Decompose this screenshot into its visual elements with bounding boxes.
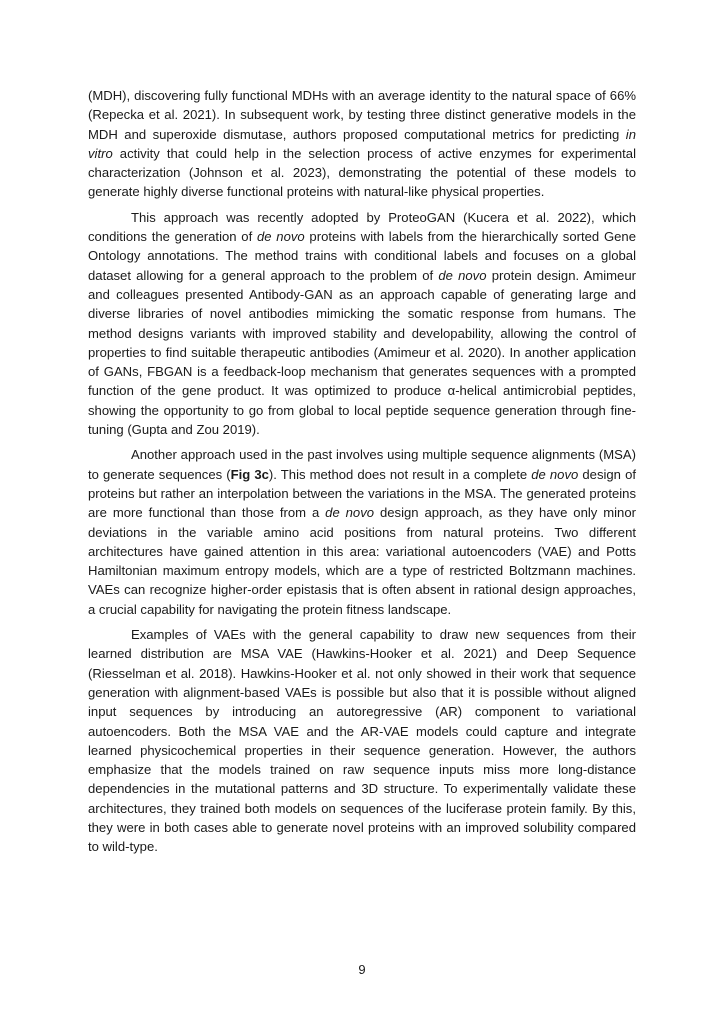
paragraph-3-text-1: Another approach used in the past involves using multiple sequence alignments (MSA) to generate sequences ( — [88, 447, 636, 482]
paragraph-3-text-3: design of proteins but rather an interpolation between the variations in the MSA. The generated proteins are more functional than those from a — [88, 466, 636, 521]
figure-reference-fig-3c: Fig 3c — [230, 466, 269, 482]
paragraph-1-text-2: activity that could help in the selection process of active enzymes for experimental characterization (Johnson et al. 2023), demonstrating the potential of these models to generate highly diverse functional proteins with natural-like physical properties. — [88, 145, 636, 200]
paragraph-3 — [88, 445, 636, 619]
paragraph-2-text-2: proteins with labels from the hierarchically sorted Gene Ontology annotations. The method trains with conditional labels and focuses on a global dataset allowing for a general approach to the problem of — [88, 229, 636, 283]
paragraph-1 — [88, 86, 636, 202]
paragraph-2-italic-de-novo-2: de novo — [438, 267, 487, 283]
paragraph-1-italic-in-vitro: in vitro — [88, 126, 636, 161]
paragraph-4 — [88, 625, 636, 857]
paragraph-2-italic-de-novo-1: de novo — [256, 229, 305, 245]
page-body — [88, 86, 636, 863]
paragraph-2-text-1: This approach was recently adopted by ProteoGAN (Kucera et al. 2022), which conditions the generation of — [88, 209, 636, 245]
paragraph-1-text-1: (MDH), discovering fully functional MDHs with an average identity to the natural space of 66% (Repecka et al. 2021). In subsequent work, by testing three distinct generative models in the MDH and superoxide dismutase, authors proposed computational metrics for predicting — [88, 88, 636, 142]
paragraph-2 — [88, 208, 636, 440]
paragraph-3-text-4: design approach, as they have only minor deviations in the variable amino acid positions from natural proteins. Two different architectures have gained attention in this area: variational autoencoders (VAE) and Potts Hamiltonian maximum entropy models, which are a type of restricted Boltzmann machines. VAEs can recognize higher-order epistasis that is often absent in rational design approaches, a crucial capability for navigating the protein fitness landscape. — [88, 505, 636, 617]
page-number: 9 — [358, 962, 366, 977]
paragraph-3-italic-de-novo-2: de novo — [325, 505, 375, 521]
paragraph-3-italic-de-novo-1: de novo — [531, 466, 579, 482]
paragraph-3-text-2: ). This method does not result in a complete — [268, 466, 532, 482]
paragraph-2-text-3: protein design. Amimeur and colleagues presented Antibody-GAN as an approach capable of generating large and diverse libraries of novel antibodies mimicking the somatic response from humans. The method designs variants with improved stability and developability, allowing the control of properties to find suitable therapeutic antibodies (Amimeur et al. 2020). In another application of GANs, FBGAN is a feedback-loop mechanism that generates sequences with a prompted function of the gene product. It was optimized to produce α-helical antimicrobial peptides, showing the opportunity to go from global to local peptide sequence generation through fine-tuning (Gupta and Zou 2019). — [88, 267, 636, 438]
paragraph-4-text-1: Examples of VAEs with the general capability to draw new sequences from their learned distribution are MSA VAE (Hawkins-Hooker et al. 2021) and Deep Sequence (Riesselman et al. 2018). Hawkins-Hooker et al. not only showed in their work that sequence generation with alignment-based VAEs is possible but also that it is possible without aligned input sequences by introducing an autoregressive (AR) component to variational autoencoders. Both the MSA VAE and the AR-VAE models could capture and integrate learned physicochemical properties in their sequence generation. However, the authors emphasize that the models trained on raw sequence inputs miss more long-distance dependencies in the mutational patterns and 3D structure. To experimentally validate these architectures, they trained both models on sequences of the luciferase protein family. By this, they were in both cases able to generate novel proteins with an improved solubility compared to wild-type. — [88, 627, 636, 855]
